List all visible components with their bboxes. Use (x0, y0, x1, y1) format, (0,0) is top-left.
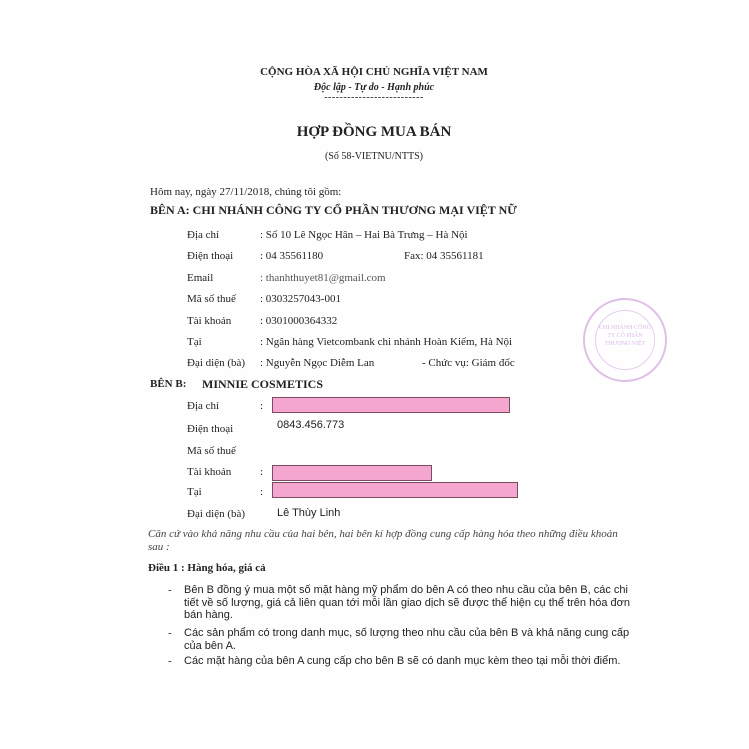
party-a-address-value: : Số 10 Lê Ngọc Hân – Hai Bà Trưng – Hà Nội (260, 229, 468, 241)
party-a-phone-value: : 04 35561180 (260, 250, 324, 262)
party-b-name: MINNIE COSMETICS (202, 377, 324, 391)
contract-page (110, 38, 651, 738)
party-b-address-colon: : (260, 400, 264, 412)
page-title: HỢP ĐỒNG MUA BÁN (296, 124, 452, 140)
bullet-marker: - (168, 584, 172, 596)
party-b-phone-value: 0843.456.773 (277, 419, 345, 431)
nation-heading: CỘNG HÒA XÃ HỘI CHỦ NGHĨA VIỆT NAM (260, 66, 488, 78)
party-b-bank-colon: : (260, 486, 264, 498)
party-a-heading: BÊN A: CHI NHÁNH CÔNG TY CỔ PHẦN THƯƠNG MẠI VIỆT NỮ (150, 203, 517, 217)
contract-number: (Số 58-VIETNU/NTTS) (324, 151, 424, 162)
party-a-rep-label: Đại diện (bà) (187, 357, 246, 369)
party-b-address-label: Địa chỉ (187, 400, 220, 412)
party-a-rep-value: : Nguyễn Ngọc Diễm Lan (260, 357, 375, 369)
party-b-address-redaction (272, 397, 510, 413)
bullet-marker: - (168, 627, 172, 639)
party-b-bank-label: Tại (187, 486, 202, 498)
party-a-bank-label: Tại (187, 336, 202, 348)
party-b-tax-label: Mã số thuế (187, 445, 236, 457)
party-a-phone-label: Điện thoại (187, 250, 234, 262)
party-a-bank-value: : Ngân hàng Vietcombank chi nhánh Hoàn Kiếm, Hà Nội (260, 336, 513, 348)
party-a-email-value: : thanhthuyet81@gmail.com (260, 272, 386, 284)
party-b-phone-label: Điện thoại (187, 423, 234, 435)
party-a-email-label: Email (187, 272, 214, 284)
party-a-position: - Chức vụ: Giám đốc (422, 357, 515, 369)
party-b-rep-label: Đại diện (bà) (187, 508, 246, 520)
party-b-account-label: Tài khoản (187, 466, 232, 478)
party-a-account-label: Tài khoản (187, 315, 232, 327)
party-a-tax-value: : 0303257043-001 (260, 293, 341, 305)
company-stamp (583, 298, 667, 382)
party-b-heading: BÊN B: (150, 378, 187, 390)
bullet-marker: - (168, 655, 172, 667)
party-b-account-redaction (272, 465, 432, 481)
party-b-rep-value: Lê Thùy Linh (277, 507, 341, 519)
contract-basis: Căn cứ vào khả năng nhu cầu của hai bên, hai bên kí hợp đồng cung cấp hàng hóa theo những điều khoản sau : (148, 528, 618, 553)
party-a-account-value: : 0301000364332 (260, 315, 338, 327)
article-1-heading: Điều 1 : Hàng hóa, giá cả (148, 562, 266, 574)
motto-divider: -------------------------- (324, 92, 424, 103)
party-b-bank-redaction (272, 482, 518, 498)
article-1-item: Bên B đồng ý mua một số mặt hàng mỹ phẩm do bên A có theo nhu cầu của bên B, các chi tiết về số lượng, giá cả liên quan tới mỗi lần giao dịch sẽ được thể hiện cụ thể trên hóa đơn bán hàng. (184, 584, 630, 621)
stamp-text: CHI NHÁNH CÔNG TY CỔ PHẦN THƯƠNG VIỆT (599, 325, 651, 347)
party-b-account-colon: : (260, 466, 264, 478)
article-1-item: Các mặt hàng của bên A cung cấp cho bên B sẽ có danh mục kèm theo tại mỗi thời điểm. (184, 655, 621, 667)
intro-text: Hôm nay, ngày 27/11/2018, chúng tôi gồm: (150, 186, 342, 198)
party-a-tax-label: Mã số thuế (187, 293, 236, 305)
article-1-item: Các sản phẩm có trong danh mục, số lượng theo nhu cầu của bên B và khả năng cung cấp của bên A. (184, 627, 630, 652)
party-a-fax: Fax: 04 35561181 (404, 250, 484, 262)
party-a-address-label: Địa chỉ (187, 229, 220, 241)
motto: Độc lập - Tự do - Hạnh phúc (313, 82, 435, 93)
